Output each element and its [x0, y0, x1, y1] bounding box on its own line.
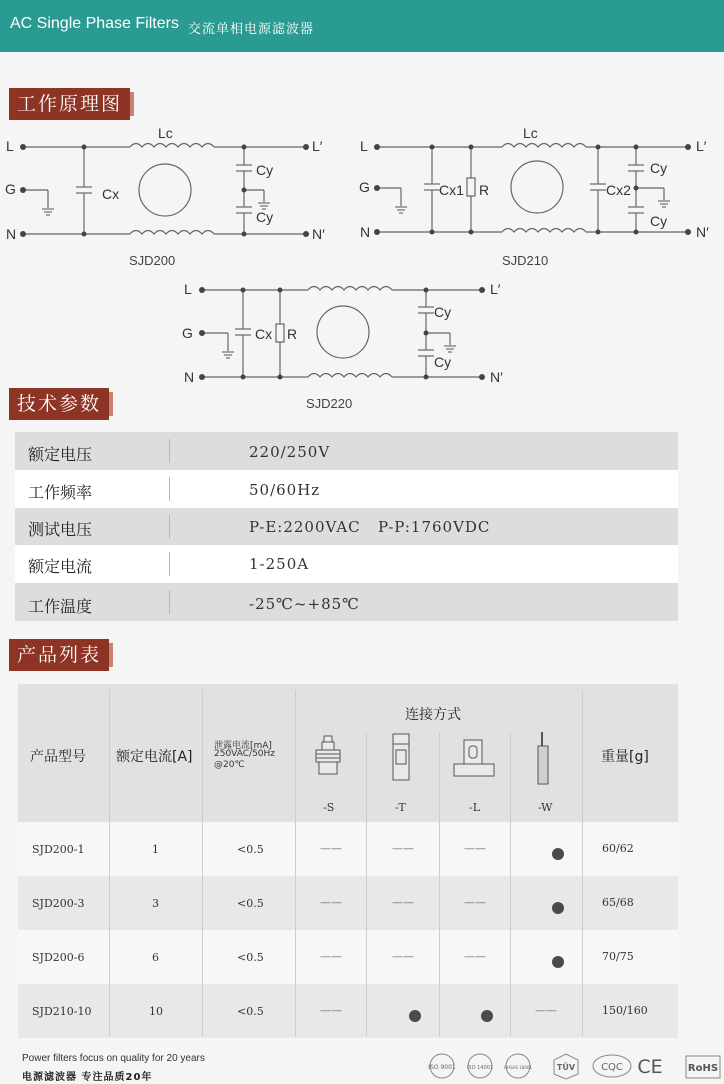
spec-key: 测试电压 — [28, 520, 93, 539]
spec-value: 50/60Hz — [249, 481, 321, 499]
spec-key: 工作温度 — [28, 597, 93, 616]
cert-rohs: RoHS — [687, 1063, 719, 1074]
row-model: SJD210-10 — [32, 1005, 92, 1018]
certification-logos — [428, 1052, 724, 1080]
row-weight: 60/62 — [602, 842, 634, 855]
connection-dot — [552, 956, 564, 968]
connection-dash: —— — [392, 950, 414, 963]
row-leak: <0.5 — [237, 951, 264, 964]
circuit-diagrams — [0, 120, 724, 420]
spec-key: 工作频率 — [28, 483, 93, 502]
header-weight: 重量[g] — [601, 749, 649, 765]
conn-type-l: -L — [469, 801, 481, 814]
table-row — [18, 984, 678, 1038]
conn-type-t: -T — [395, 801, 406, 814]
page-header — [0, 0, 724, 52]
connection-dot — [552, 848, 564, 860]
spec-row — [15, 545, 678, 583]
cert-cqc: CQC — [601, 1062, 623, 1073]
screw-terminal-icon — [312, 734, 348, 784]
connection-dash: —— — [320, 896, 342, 909]
row-model: SJD200-3 — [32, 897, 85, 910]
conn-type-w: -W — [538, 801, 553, 814]
label-Lc: Lc — [158, 125, 173, 141]
spec-key: 额定电压 — [28, 445, 93, 464]
spec-divider — [169, 552, 170, 576]
spec-value: -25℃~+85℃ — [249, 595, 360, 613]
cert-ce: CE — [637, 1056, 663, 1078]
connection-dash: —— — [320, 950, 342, 963]
label-L: L — [360, 138, 368, 154]
row-weight: 70/75 — [602, 950, 634, 963]
spec-divider — [169, 439, 170, 463]
label-N-out: N′ — [490, 369, 503, 385]
label-Cx1: Cx1 — [439, 182, 464, 198]
label-Cy-top: Cy — [256, 162, 274, 178]
label-Cy-top: Cy — [434, 304, 452, 320]
header-leak-3: @20℃ — [214, 760, 245, 770]
wire-lead-icon — [533, 730, 555, 788]
section-title-params: 技术参数 — [9, 388, 109, 420]
connection-dot — [481, 1010, 493, 1022]
row-current: 3 — [152, 897, 159, 910]
connection-dash: —— — [535, 1004, 557, 1017]
header-title-zh: 交流单相电源滤波器 — [188, 22, 315, 37]
header-model: 产品型号 — [30, 749, 86, 765]
connection-dot — [409, 1010, 421, 1022]
circuit-name-sjd220: SJD220 — [306, 396, 353, 411]
spec-divider — [169, 590, 170, 614]
label-Cy-bottom: Cy — [434, 354, 452, 370]
spec-value: P-E:2200VAC P-P:1760VDC — [249, 518, 491, 536]
cert-ohsas: OHSAS 18001 — [503, 1065, 533, 1070]
spec-row — [15, 432, 678, 470]
footer-slogan-zh: 电源滤波器 专注品质20年 — [22, 1072, 153, 1083]
row-current: 6 — [152, 951, 159, 964]
label-G: G — [359, 179, 370, 195]
label-Lc: Lc — [523, 125, 538, 141]
label-Cx: Cx — [255, 326, 273, 342]
row-leak: <0.5 — [237, 1005, 264, 1018]
label-Cx: Cx — [102, 186, 120, 202]
label-N: N — [360, 224, 371, 240]
spec-row — [15, 470, 678, 508]
label-L: L — [184, 281, 192, 297]
header-leak-1: 泄露电流[mA] — [214, 741, 272, 751]
faston-terminal-icon — [390, 732, 414, 784]
cert-iso14001: ISO 14001 — [466, 1065, 494, 1071]
row-leak: <0.5 — [237, 843, 264, 856]
spec-row — [15, 583, 678, 621]
label-N-out: N′ — [696, 224, 709, 240]
connection-dash: —— — [320, 842, 342, 855]
row-leak: <0.5 — [237, 897, 264, 910]
spec-row — [15, 508, 678, 545]
section-title-principle: 工作原理图 — [9, 88, 130, 120]
row-current: 1 — [152, 843, 159, 856]
cert-tuv: TÜV — [556, 1063, 576, 1072]
label-G: G — [5, 181, 16, 197]
spec-value: 1-250A — [249, 555, 310, 573]
label-L-out: L′ — [490, 281, 501, 297]
circuit-name-sjd210: SJD210 — [502, 253, 549, 268]
label-L-out: L′ — [696, 138, 707, 154]
product-table — [18, 684, 678, 1038]
connection-dash: —— — [464, 896, 486, 909]
table-row — [18, 876, 678, 930]
spec-divider — [169, 477, 170, 501]
label-R: R — [287, 326, 298, 342]
connection-dash: —— — [392, 896, 414, 909]
row-current: 10 — [149, 1005, 163, 1018]
label-L: L — [6, 138, 14, 154]
table-row — [18, 930, 678, 984]
lug-terminal-icon — [452, 738, 498, 780]
label-N: N — [6, 226, 17, 242]
connection-dash: —— — [392, 842, 414, 855]
circuit-name-sjd200: SJD200 — [129, 253, 176, 268]
connection-dot — [552, 902, 564, 914]
section-title-products: 产品列表 — [9, 639, 109, 671]
label-Cy-top: Cy — [650, 160, 668, 176]
label-G: G — [182, 325, 193, 341]
label-N: N — [184, 369, 195, 385]
row-weight: 150/160 — [602, 1004, 648, 1017]
label-Cx2: Cx2 — [606, 182, 631, 198]
label-N-out: N′ — [312, 226, 325, 242]
spec-key: 额定电流 — [28, 557, 93, 576]
header-title-en: AC Single Phase Filters — [10, 15, 179, 32]
spec-divider — [169, 515, 170, 539]
connection-dash: —— — [320, 1004, 342, 1017]
header-current: 额定电流[A] — [116, 749, 193, 765]
footer-slogan-en: Power filters focus on quality for 20 years — [22, 1053, 205, 1064]
label-Cy-bottom: Cy — [256, 209, 274, 225]
connection-dash: —— — [464, 842, 486, 855]
conn-type-s: -S — [323, 801, 335, 814]
label-Cy-bottom: Cy — [650, 213, 668, 229]
header-connection: 连接方式 — [405, 707, 461, 723]
table-row — [18, 822, 678, 876]
label-L-out: L′ — [312, 138, 323, 154]
header-leak-2: 250VAC/50Hz — [214, 749, 276, 759]
connection-dash: —— — [464, 950, 486, 963]
row-model: SJD200-1 — [32, 843, 85, 856]
row-model: SJD200-6 — [32, 951, 85, 964]
spec-value: 220/250V — [249, 443, 331, 461]
label-R: R — [479, 182, 490, 198]
row-weight: 65/68 — [602, 896, 634, 909]
cert-iso9001: ISO 9001 — [428, 1064, 456, 1071]
